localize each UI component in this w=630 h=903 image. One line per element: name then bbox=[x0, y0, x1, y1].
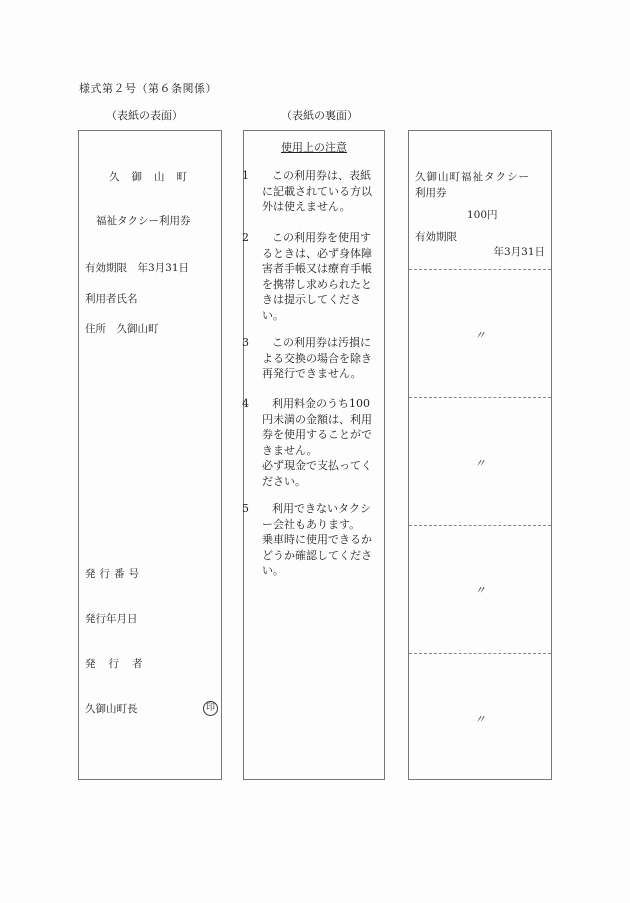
ditto-mark: 〃 bbox=[474, 713, 486, 726]
issuer-label: 発行者 bbox=[85, 658, 156, 670]
ditto-mark: 〃 bbox=[474, 329, 486, 342]
notes-title: 使用上の注意 bbox=[281, 141, 347, 154]
ticket-amount: 100円 bbox=[467, 209, 498, 221]
note-item: 1 この利用券は、表紙 に記載されている方以 外は使えません。 bbox=[242, 169, 372, 213]
ditto-mark: 〃 bbox=[474, 584, 486, 597]
town-name: 久御山町 bbox=[109, 171, 199, 183]
form-title: 様式第２号（第６条関係） bbox=[79, 82, 217, 95]
issue-date-label: 発行年月日 bbox=[85, 613, 138, 625]
note-item: 5 利用できないタクシ ー会社もあります。 乗車時に使用できるか どうか確認してくださ い。 bbox=[242, 502, 372, 577]
caption-back: （表紙の裏面） bbox=[281, 109, 358, 122]
ticket-title-line2: 利用券 bbox=[415, 187, 447, 199]
ticket-title-line1: 久御山町福祉タクシー bbox=[415, 171, 530, 183]
mayor-label: 久御山町長 bbox=[85, 703, 138, 715]
perforation-line bbox=[409, 653, 551, 654]
issue-number-label: 発行番号 bbox=[85, 568, 143, 580]
ticket-validity-date: 年3月31日 bbox=[493, 246, 545, 258]
cover-front-panel bbox=[78, 130, 222, 780]
ticket-strip-panel bbox=[408, 130, 552, 780]
caption-front: （表紙の表面） bbox=[106, 109, 183, 122]
cover-back-panel bbox=[243, 130, 385, 780]
note-item: 2 この利用券を使用す るときは、必ず身体障 害者手帳又は療育手帳 を携帯し求められたと きは提示してくださ い。 bbox=[242, 231, 372, 322]
ticket-name: 福祉タクシー利用券 bbox=[96, 215, 191, 227]
seal-icon: 印 bbox=[203, 701, 218, 716]
validity-period: 有効期限 年3月31日 bbox=[85, 262, 190, 274]
perforation-line bbox=[409, 525, 551, 526]
perforation-line bbox=[409, 269, 551, 270]
note-item: 4 利用料金のうち100 円未満の金額は、利用 券を使用することがで きません。 必ず現金で支払ってく ださい。 bbox=[242, 397, 372, 488]
address: 住所 久御山町 bbox=[85, 323, 159, 335]
user-name-label: 利用者氏名 bbox=[85, 293, 138, 305]
ticket-validity-label: 有効期限 bbox=[415, 231, 457, 243]
note-item: 3 この利用券は汚損に よる交換の場合を除き 再発行できません。 bbox=[242, 336, 372, 380]
perforation-line bbox=[409, 397, 551, 398]
ditto-mark: 〃 bbox=[474, 457, 486, 470]
